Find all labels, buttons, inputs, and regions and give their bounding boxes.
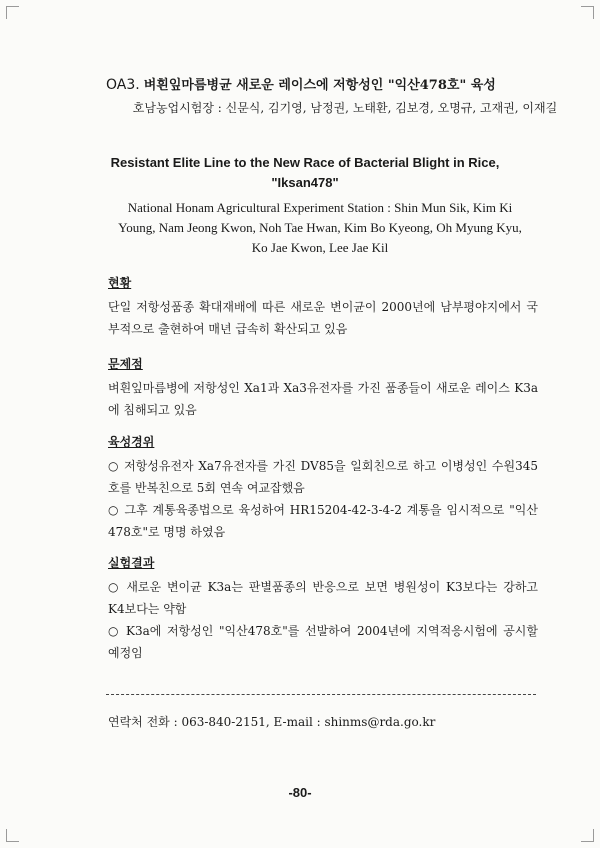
english-affiliation: National Honam Agricultural Experiment Station : Shin Mun Sik, Kim Ki Young, Nam Jeong Kwon, Noh Tae Hwan, Kim Bo Kyeong, Oh Myung Kyu, Ko Jae Kwon, Lee Jae Kil — [118, 200, 522, 255]
page-number: -80- — [288, 785, 312, 800]
korean-authors: 호남농업시험장 : 신문식, 김기영, 남정권, 노태환, 김보경, 오명규, 고재권, 이재길 — [132, 101, 558, 115]
section-heading: 현황 — [108, 276, 132, 290]
contact-info: 연락처 전화 : 063-840-2151, E-mail : shinms@rda.go.kr — [108, 715, 436, 729]
section-paragraph: ○ K3a에 저항성인 "익산478호"를 선발하여 2004년에 지역적응시험에 공시할 예정임 — [108, 624, 538, 660]
dashed-divider — [106, 694, 536, 695]
crop-mark — [581, 6, 594, 19]
crop-mark — [581, 829, 594, 842]
english-title: Resistant Elite Line to the New Race of Bacterial Blight in Rice, "Iksan478" — [110, 155, 500, 190]
section-results — [108, 554, 538, 664]
crop-mark — [6, 6, 19, 19]
crop-mark — [6, 829, 19, 842]
section-heading: 문제점 — [108, 357, 143, 371]
korean-title — [106, 74, 546, 93]
korean-title-text: 벼흰잎마름병균 새로운 레이스에 저항성인 "익산478호" 육성 — [143, 78, 496, 93]
section-problem — [108, 355, 538, 421]
section-paragraph: ○ 새로운 변이균 K3a는 판별품종의 반응으로 보면 병원성이 K3보다는 강하고 K4보다는 약함 — [108, 580, 538, 616]
section-paragraph: 벼흰잎마름병에 저항성인 Xa1과 Xa3유전자를 가진 품종들이 새로운 레이스 K3a에 침해되고 있음 — [108, 381, 538, 417]
section-heading: 실험결과 — [108, 556, 155, 570]
section-status — [108, 274, 538, 340]
section-heading: 육성경위 — [108, 435, 155, 449]
section-paragraph: ○ 그후 계통육종법으로 육성하여 HR15204-42-3-4-2 계통을 임시적으로 "익산478호"로 명명 하였음 — [108, 503, 538, 539]
section-breeding-history — [108, 433, 538, 543]
section-paragraph: ○ 저항성유전자 Xa7유전자를 가진 DV85을 일회친으로 하고 이병성인 수원345호를 반복친으로 5회 연속 여교잡했음 — [108, 459, 538, 495]
section-paragraph: 단일 저항성품종 확대재배에 따른 새로운 변이균이 2000년에 남부평야지에서 국부적으로 출현하여 매년 급속히 확산되고 있음 — [108, 300, 538, 336]
paper-code: OA3. — [106, 77, 140, 93]
